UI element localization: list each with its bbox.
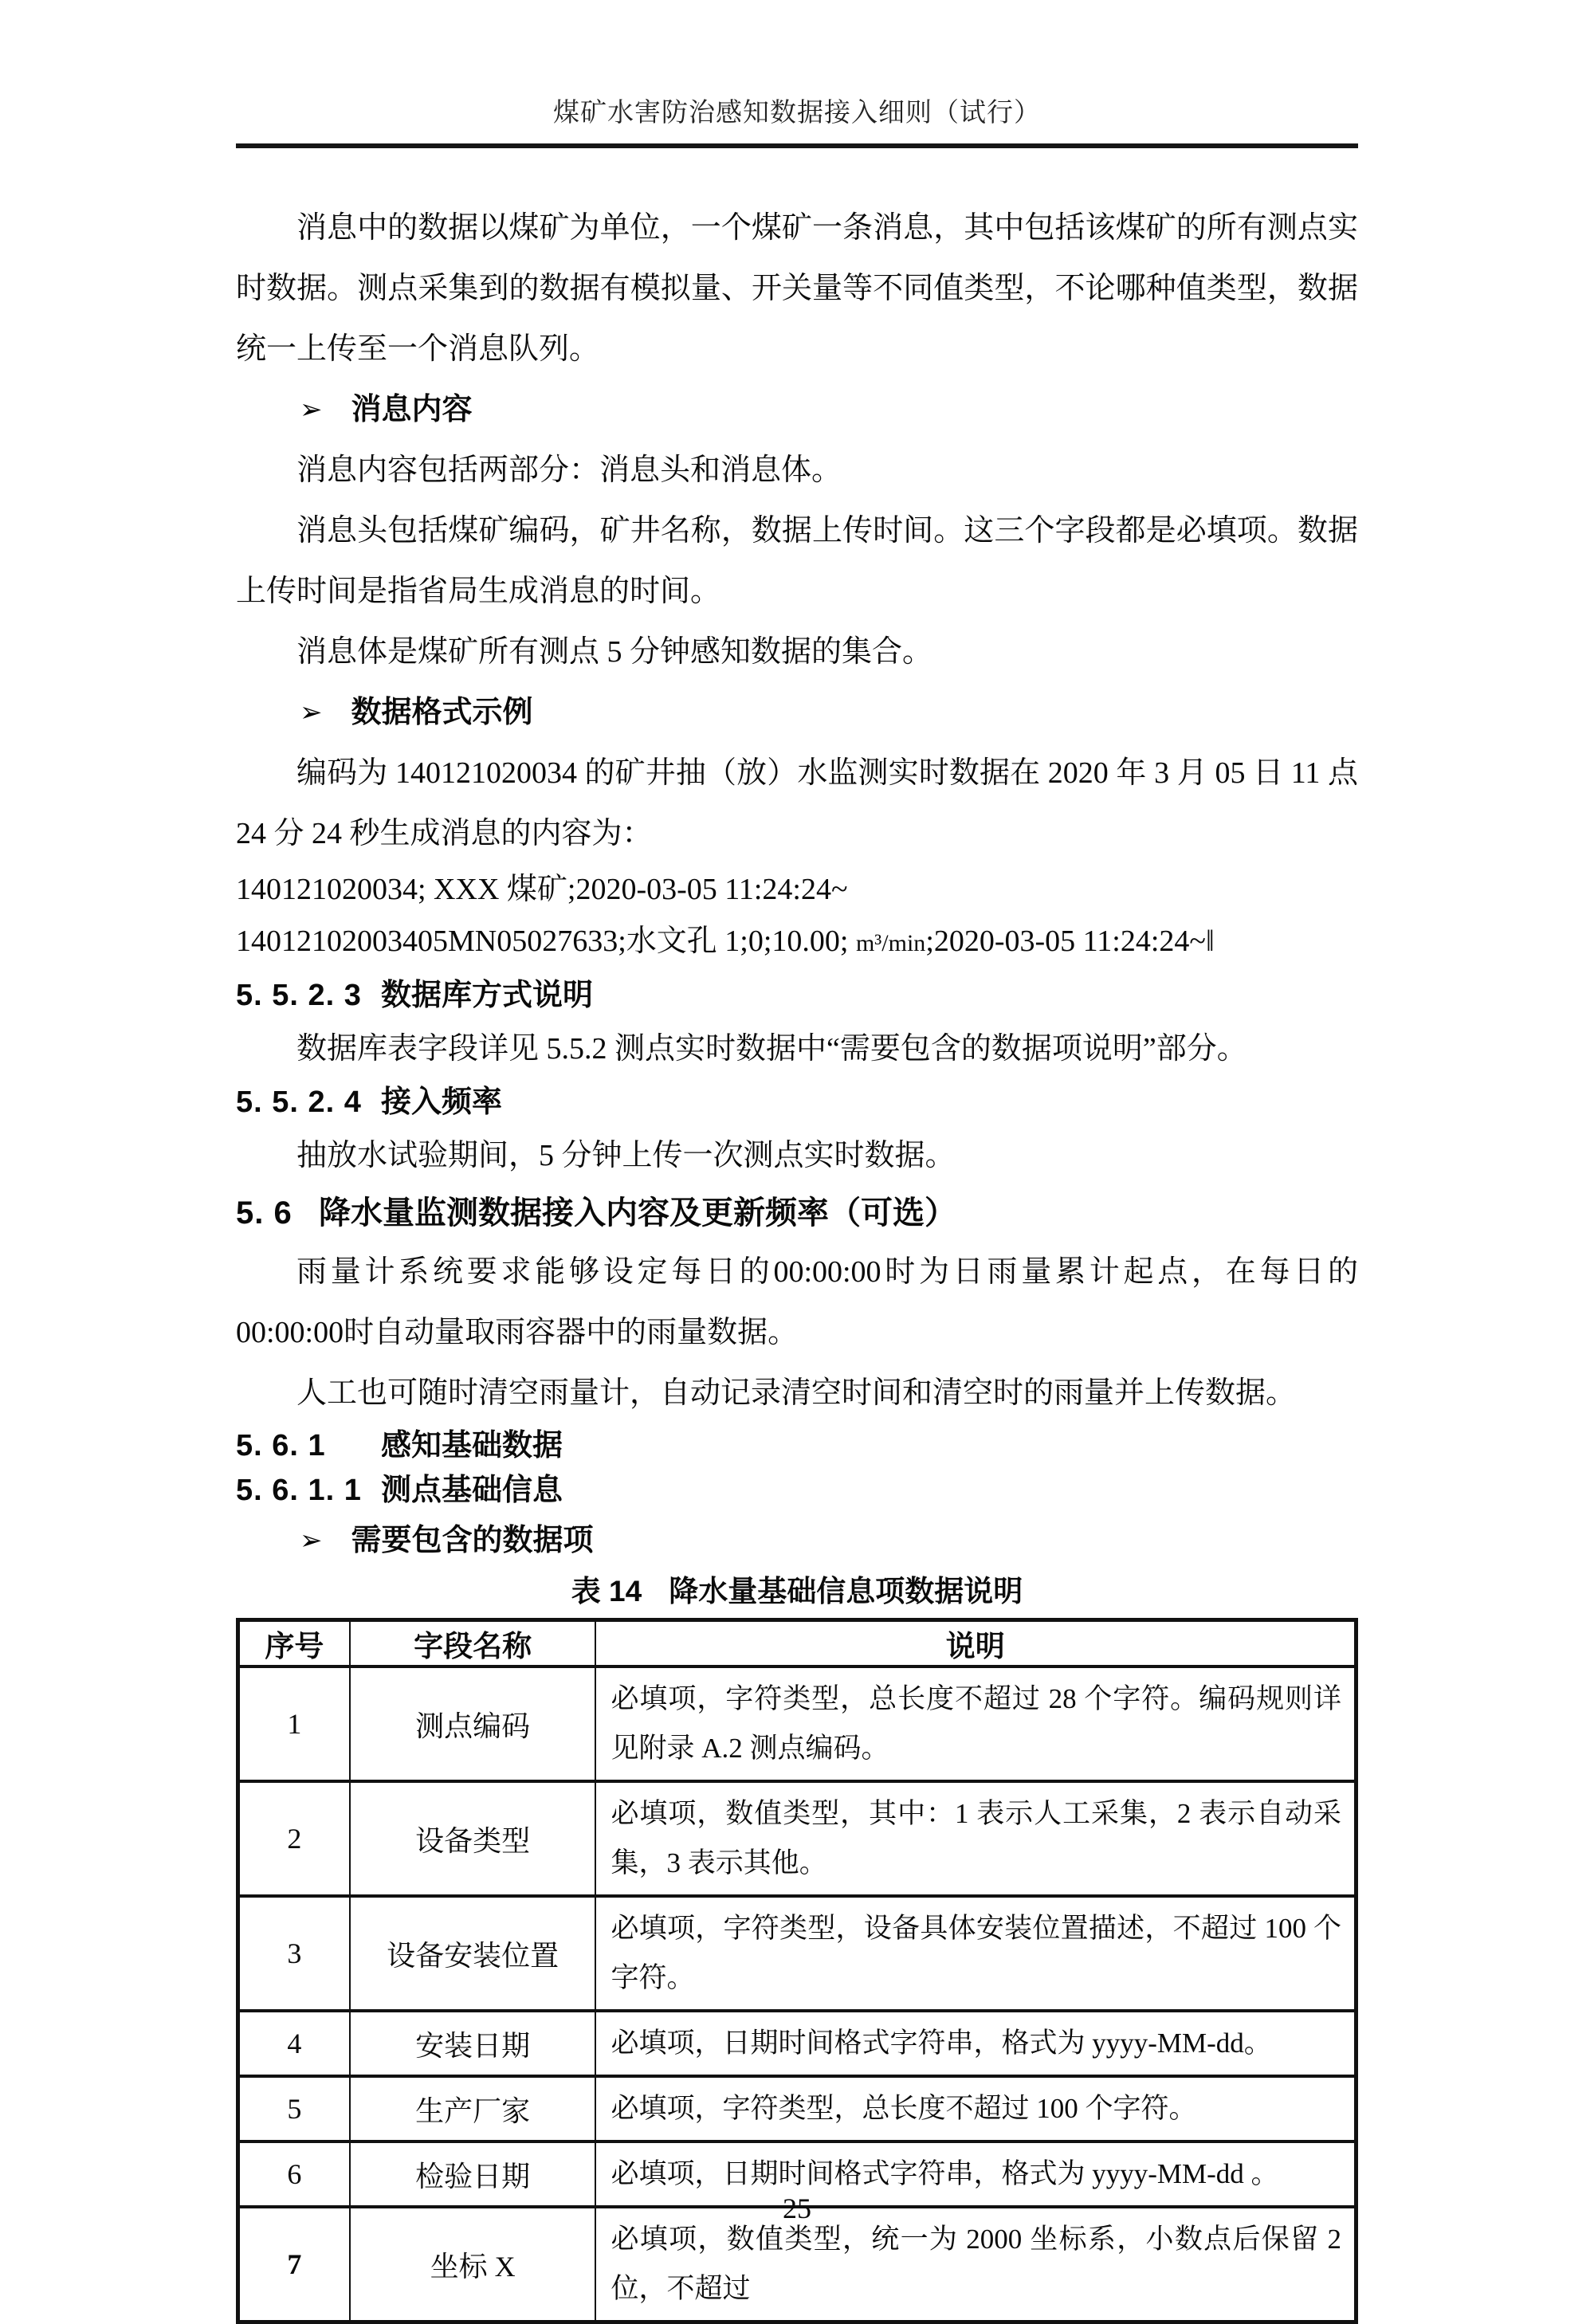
cell-field-name: 安装日期 bbox=[350, 2011, 596, 2076]
arrow-bullet-icon: ➢ bbox=[300, 697, 323, 728]
column-header-description: 说明 bbox=[595, 1620, 1356, 1667]
heading-number: 5. 6. 1. 1 bbox=[236, 1474, 362, 1507]
paragraph-upload-frequency: 抽放水试验期间，5 分钟上传一次测点实时数据。 bbox=[296, 1139, 956, 1172]
cell-seq: 3 bbox=[238, 1896, 350, 2011]
cell-description: 必填项，日期时间格式字符串，格式为 yyyy-MM-dd。 bbox=[595, 2011, 1356, 2076]
cell-description: 必填项，字符类型，总长度不超过 28 个字符。编码规则详见附录 A.2 测点编码。 bbox=[595, 1666, 1356, 1781]
column-header-field-name: 字段名称 bbox=[350, 1620, 596, 1667]
table-caption bbox=[236, 1568, 1358, 1615]
example-message-line-1: 140121020034; XXX 煤矿;2020-03-05 11:24:24~ bbox=[236, 873, 848, 906]
paragraph-db-fields: 数据库表字段详见 5.5.2 测点实时数据中“需要包含的数据项说明”部分。 bbox=[296, 1032, 1247, 1066]
paragraph-message-unit: 消息中的数据以煤矿为单位，一个煤矿一条消息，其中包括该煤矿的所有测点实时数据。测点采集到的数据有模拟量、开关量等不同值类型，不论哪种值类型，数据统一上传至一个消息队列。 bbox=[236, 211, 1358, 366]
bullet-label: 数据格式示例 bbox=[351, 696, 533, 729]
heading-label: 感知基础数据 bbox=[381, 1429, 563, 1462]
example-line2-suffix: ;2020-03-05 11:24:24~‖ bbox=[925, 924, 1215, 958]
bullet-message-content bbox=[236, 379, 1358, 440]
heading-5-5-2-4 bbox=[236, 1076, 1358, 1129]
cell-description: 必填项，日期时间格式字符串，格式为 yyyy-MM-dd 。 bbox=[595, 2141, 1356, 2207]
heading-label: 数据库方式说明 bbox=[381, 979, 594, 1012]
bullet-label: 需要包含的数据项 bbox=[351, 1524, 594, 1557]
heading-number: 5. 6 bbox=[236, 1195, 292, 1231]
cell-field-name: 设备安装位置 bbox=[350, 1896, 596, 2011]
table-header-row bbox=[238, 1620, 1356, 1667]
table-row bbox=[238, 2076, 1356, 2141]
table-row bbox=[238, 1666, 1356, 1781]
heading-5-6 bbox=[236, 1184, 1358, 1242]
cell-field-name: 测点编码 bbox=[350, 1666, 596, 1781]
heading-number: 5. 5. 2. 3 bbox=[236, 979, 362, 1012]
heading-number: 5. 5. 2. 4 bbox=[236, 1085, 362, 1119]
bullet-required-data-items bbox=[236, 1513, 1358, 1568]
column-header-seq: 序号 bbox=[238, 1620, 350, 1667]
cell-description: 必填项，字符类型，设备具体安装位置描述，不超过 100 个字符。 bbox=[595, 1896, 1356, 2011]
table-title: 降水量基础信息项数据说明 bbox=[669, 1575, 1023, 1608]
page-header bbox=[236, 0, 1358, 148]
table-row bbox=[238, 1781, 1356, 1896]
cell-seq: 6 bbox=[238, 2141, 350, 2207]
heading-number: 5. 6. 1 bbox=[236, 1429, 326, 1462]
paragraph-manual-clear: 人工也可随时清空雨量计，自动记录清空时间和清空时的雨量并上传数据。 bbox=[296, 1376, 1297, 1410]
flow-unit-text: m³/min bbox=[855, 930, 926, 956]
paragraph-message-head: 消息头包括煤矿编码，矿井名称，数据上传时间。这三个字段都是必填项。数据上传时间是指省局生成消息的时间。 bbox=[236, 514, 1358, 608]
cell-description: 必填项，数值类型，其中：1 表示人工采集，2 表示自动采集，3 表示其他。 bbox=[595, 1781, 1356, 1896]
heading-5-6-1-1 bbox=[236, 1468, 1358, 1513]
example-line2-prefix: 14012102003405MN05027633;水文孔 1;0;10.00; bbox=[236, 924, 856, 958]
page-number: 25 bbox=[783, 2192, 811, 2224]
cell-description: 必填项，数值类型，统一为 2000 坐标系，小数点后保留 2 位，不超过 bbox=[595, 2207, 1356, 2322]
cell-seq: 7 bbox=[238, 2207, 350, 2322]
heading-label: 降水量监测数据接入内容及更新频率（可选） bbox=[319, 1195, 956, 1231]
bullet-data-format-example bbox=[236, 682, 1358, 743]
example-message-line-2 bbox=[236, 916, 1358, 969]
arrow-bullet-icon: ➢ bbox=[300, 1525, 323, 1557]
paragraph-message-body: 消息体是煤矿所有测点 5 分钟感知数据的集合。 bbox=[296, 635, 933, 669]
cell-seq: 5 bbox=[238, 2076, 350, 2141]
cell-field-name: 检验日期 bbox=[350, 2141, 596, 2207]
heading-label: 接入频率 bbox=[381, 1085, 503, 1119]
heading-5-5-2-3 bbox=[236, 969, 1358, 1022]
paragraph-message-parts: 消息内容包括两部分：消息头和消息体。 bbox=[296, 453, 842, 487]
table-number: 表 14 bbox=[571, 1575, 642, 1608]
bullet-label: 消息内容 bbox=[351, 393, 473, 426]
arrow-bullet-icon: ➢ bbox=[300, 394, 323, 426]
table-row bbox=[238, 1896, 1356, 2011]
heading-label: 测点基础信息 bbox=[381, 1474, 563, 1507]
document-title: 煤矿水害防治感知数据接入细则（试行） bbox=[553, 99, 1041, 128]
cell-field-name: 坐标 X bbox=[350, 2207, 596, 2322]
heading-5-6-1 bbox=[236, 1423, 1358, 1468]
cell-seq: 2 bbox=[238, 1781, 350, 1896]
cell-seq: 1 bbox=[238, 1666, 350, 1781]
cell-description: 必填项，字符类型，总长度不超过 100 个字符。 bbox=[595, 2076, 1356, 2141]
cell-field-name: 生产厂家 bbox=[350, 2076, 596, 2141]
cell-seq: 4 bbox=[238, 2011, 350, 2076]
paragraph-rain-gauge: 雨量计系统要求能够设定每日的00:00:00时为日雨量累计起点，在每日的00:00:00时自动量取雨容器中的雨量数据。 bbox=[236, 1255, 1358, 1349]
table-row bbox=[238, 2011, 1356, 2076]
cell-field-name: 设备类型 bbox=[350, 1781, 596, 1896]
paragraph-example-intro: 编码为 140121020034 的矿井抽（放）水监测实时数据在 2020 年 3 月 05 日 11 点 24 分 24 秒生成消息的内容为： bbox=[236, 756, 1358, 850]
